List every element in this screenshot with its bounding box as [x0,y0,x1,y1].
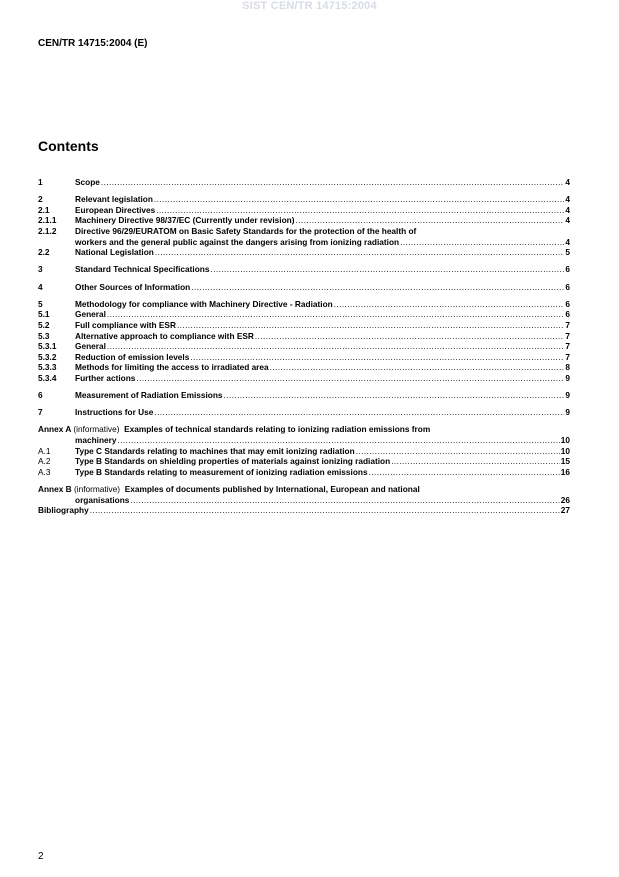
toc-entry-page: 7 [565,341,570,352]
annex-b-title-line1: Examples of documents published by International, European and national [124,484,420,494]
toc-entry-number: 5.3.2 [38,351,57,362]
toc-entry-number: 5.1 [38,309,50,320]
toc-entry-number: 2.1 [38,204,50,215]
toc-entry-page: 4 [565,236,570,247]
leader-dots [400,237,564,248]
toc-entry-page: 9 [565,372,570,383]
toc-entry[interactable] [38,194,570,205]
toc-entry-number: 1 [38,177,43,187]
toc-entry-annex-a-item[interactable] [38,456,570,467]
leader-dots [156,205,564,216]
leader-dots [270,362,565,373]
toc-entry-page: 7 [565,330,570,341]
leader-dots [136,373,564,384]
toc-entry-page: 9 [565,407,570,418]
toc-entry-title: Reduction of emission levels [75,351,190,362]
toc-entry[interactable] [38,226,570,247]
toc-entry-title: Type B Standards on shielding properties of materials against ionizing radiation [75,456,391,467]
toc-entry-number: 3 [38,264,43,275]
leader-dots [130,495,559,506]
toc-entry-title: General [75,309,106,320]
toc-entry-title: National Legislation [75,247,154,258]
toc-entry-number: 2.1.1 [38,215,57,226]
leader-dots [210,264,564,275]
toc-entry-annex-a-item[interactable] [38,446,570,457]
leader-dots [107,309,564,320]
leader-dots [154,194,564,205]
toc-entry-page: 4 [565,215,570,226]
toc-entry[interactable] [38,247,570,258]
toc-entry-title: Directive 96/29/EURATOM on Basic Safety Standards for the protection of the health of [75,225,417,236]
annex-b-title-line2: organisations [75,494,130,505]
toc-entry[interactable] [38,320,570,331]
toc-entry-page: 9 [565,390,570,401]
leader-dots [107,341,564,352]
annex-b-note: (informative) [73,484,121,494]
toc-entry[interactable] [38,215,570,226]
toc-entry-number: A.3 [38,466,51,477]
leader-dots [391,456,560,467]
toc-entry[interactable] [38,362,570,373]
toc-entry-number: 6 [38,390,43,401]
toc-entry-page: 8 [565,362,570,373]
toc-entry-title: workers and the general public against the dangers arising from ionizing radiation [75,236,400,247]
leader-dots [177,320,564,331]
toc-entry-annex-a-item[interactable] [38,467,570,478]
toc-entry-title: Methodology for compliance with Machinery Directive - Radiation [75,298,333,309]
toc-entry-annex-a[interactable] [38,424,570,445]
toc-entry[interactable] [38,407,570,418]
annex-b-label: Annex B [38,484,72,494]
toc-entry-title: Machinery Directive 98/37/EC (Currently under revision) [75,215,295,226]
toc-entry-page: 10 [560,445,570,456]
toc-entry-page: 6 [565,281,570,292]
toc-entry-title: Further actions [75,372,136,383]
leader-dots [369,467,560,478]
toc-entry-number: 5.3.4 [38,372,57,383]
leader-dots [190,352,564,363]
leader-dots [255,331,564,342]
toc-entry-annex-b[interactable] [38,484,570,505]
toc-entry-page: 5 [565,247,570,258]
toc-entry-page: 6 [565,264,570,275]
toc-entry-number: A.1 [38,445,51,456]
toc-entry-page: 6 [565,309,570,320]
contents-heading: Contents [38,138,99,154]
toc-entry-title: Instructions for Use [75,407,154,418]
toc-entry-title: Full compliance with ESR [75,319,176,330]
toc-entry-number: 2 [38,194,43,205]
toc-entry-number: 2.2 [38,247,50,258]
toc-entry-title: Measurement of Radiation Emissions [75,390,223,401]
toc-entry-title: European Directives [75,204,156,215]
document-id: CEN/TR 14715:2004 (E) [38,38,148,49]
toc-entry-number: A.2 [38,456,51,467]
annex-a-note: (informative) [73,424,120,435]
leader-dots [155,247,565,258]
toc-main-list [38,177,570,418]
annex-a-page: 10 [560,435,570,446]
toc-entry-number: 5.3.1 [38,341,57,352]
leader-dots [101,177,564,188]
toc-entry-page: 16 [560,466,570,477]
leader-dots [224,390,565,401]
toc-entry-title: Relevant legislation [75,194,153,205]
toc-entry[interactable] [38,390,570,401]
toc-entry-number: 7 [38,407,43,418]
toc-entry-number: 5.3.3 [38,362,57,373]
toc-entry[interactable] [38,331,570,342]
leader-dots [334,299,565,310]
toc-entry[interactable] [38,341,570,352]
leader-dots [191,282,564,293]
watermark: SIST CEN/TR 14715:2004 [242,0,377,12]
toc-entry-number: 5 [38,298,43,309]
leader-dots [90,505,560,516]
toc-entry[interactable] [38,352,570,363]
toc-entry[interactable] [38,373,570,384]
toc-entry-title: Type B Standards relating to measurement of ionizing radiation emissions [75,466,368,477]
leader-dots [295,215,564,226]
annex-a-title-line2: machinery [75,435,117,446]
toc-entry-page: 6 [565,298,570,309]
toc-entry-page: 15 [560,456,570,467]
toc-entry[interactable] [38,205,570,216]
annex-a-label: Annex A [38,424,72,435]
toc-entry-title: Standard Technical Specifications [75,264,210,275]
toc-entry[interactable] [38,177,570,188]
page-number: 2 [38,851,44,862]
toc-entry-number: 4 [38,281,43,292]
toc-entry-title: Scope [75,177,100,187]
annex-a-title-line1: Examples of technical standards relating to ionizing radiation emissions from [124,424,431,435]
toc-entry[interactable] [38,309,570,320]
toc-entry-number: 5.2 [38,319,50,330]
table-of-contents [38,177,570,516]
toc-entry-number: 2.1.2 [38,225,57,236]
leader-dots [118,435,560,446]
toc-entry-page: 7 [565,351,570,362]
toc-entry[interactable] [38,282,570,293]
toc-entry-title: General [75,341,106,352]
annex-a-items [38,446,570,478]
toc-entry-title: Methods for limiting the access to irradiated area [75,362,269,373]
bibliography-title: Bibliography [38,505,89,516]
leader-dots [154,407,564,418]
toc-entry-bibliography[interactable] [38,505,570,516]
toc-entry-title: Other Sources of Information [75,281,191,292]
toc-entry[interactable] [38,264,570,275]
toc-entry-page: 4 [565,194,570,205]
bibliography-page: 27 [560,505,570,516]
toc-entry[interactable] [38,299,570,310]
toc-entry-number: 5.3 [38,330,50,341]
toc-entry-title: Type C Standards relating to machines that may emit ionizing radiation [75,445,355,456]
leader-dots [356,446,560,457]
toc-entry-page: 7 [565,319,570,330]
toc-entry-title: Alternative approach to compliance with ESR [75,330,254,341]
toc-entry-page: 4 [565,177,570,187]
annex-b-page: 26 [560,494,570,505]
toc-entry-page: 4 [565,204,570,215]
